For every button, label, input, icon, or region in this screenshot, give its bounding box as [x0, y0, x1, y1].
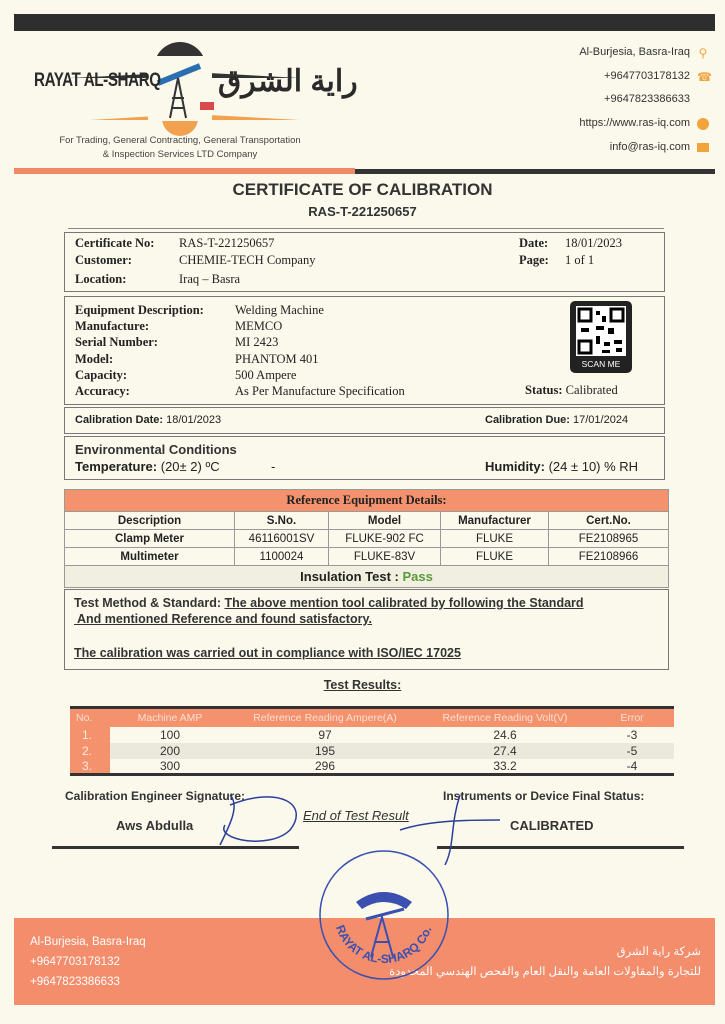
- globe-icon: [697, 118, 709, 130]
- cell: Multimeter: [65, 548, 235, 566]
- cell: 24.6: [493, 727, 517, 742]
- test-method-label: Test Method & Standard:: [74, 596, 225, 610]
- cell: 46116001SV: [235, 530, 329, 548]
- location-pin-icon: ⚲: [698, 46, 708, 60]
- column-header: Machine AMP: [110, 708, 230, 727]
- divider-orange: [14, 168, 355, 174]
- column-header: Cert.No.: [549, 512, 669, 530]
- insulation-test-label: Insulation Test :: [300, 569, 403, 584]
- qr-code-icon: [576, 306, 626, 356]
- certificate-info-box: [64, 232, 665, 292]
- field-value: PHANTOM 401: [235, 351, 319, 366]
- column-header: Description: [65, 512, 235, 530]
- title-rule: [68, 228, 664, 229]
- date-value: 18/01/2023: [565, 236, 622, 250]
- status-label: Status:: [525, 383, 563, 397]
- calibration-date-value: 18/01/2023: [166, 414, 222, 426]
- temperature-label: Temperature:: [75, 459, 158, 474]
- contact-website[interactable]: https://www.ras-iq.com: [579, 117, 690, 129]
- header-top-bar: [14, 14, 715, 31]
- temperature-value: (20± 2) ºC: [160, 459, 220, 474]
- column-header: S.No.: [235, 512, 329, 530]
- customer-value: CHEMIE-TECH Company: [179, 253, 316, 267]
- field-value: MI 2423: [235, 335, 279, 350]
- column-header: Reference Reading Volt(V): [420, 708, 590, 727]
- compliance-statement: The calibration was carried out in compliance with ISO/IEC 17025: [74, 646, 461, 660]
- location-value: Iraq – Basra: [179, 272, 241, 286]
- page-value: 1 of 1: [565, 253, 595, 267]
- reference-table-title: Reference Equipment Details:: [65, 490, 669, 512]
- equipment-box: [64, 296, 665, 405]
- cell: 1100024: [235, 548, 329, 566]
- cell: 27.4: [420, 743, 590, 759]
- location-label: Location:: [75, 272, 127, 286]
- field-label: Manufacture:: [75, 319, 150, 334]
- insulation-test-value: Pass: [402, 569, 433, 584]
- test-method-box: [64, 589, 669, 670]
- page-label: Page:: [519, 253, 549, 267]
- reference-equipment-table: [64, 489, 669, 588]
- cell: FLUKE-902 FC: [329, 530, 441, 548]
- date-label: Date:: [519, 236, 549, 250]
- contact-address: Al-Burjesia, Basra-Iraq: [579, 46, 690, 58]
- calibration-due-label: Calibration Due:: [485, 414, 570, 426]
- test-method-text: And mentioned Reference and found satisfactory.: [74, 612, 372, 626]
- humidity-label: Humidity:: [485, 459, 545, 474]
- column-header: Manufacturer: [441, 512, 549, 530]
- phone-icon: ☎: [697, 70, 712, 84]
- cell: 300: [159, 758, 181, 773]
- cell: 1.: [70, 727, 110, 743]
- table-row: [70, 743, 674, 759]
- field-label: Capacity:: [75, 367, 128, 382]
- end-of-test-result: End of Test Result: [303, 808, 409, 823]
- table-row: [70, 727, 674, 743]
- cell: 3.: [70, 759, 110, 775]
- humidity-value: (24 ± 10) % RH: [548, 459, 639, 474]
- cell: FLUKE: [441, 530, 549, 548]
- svg-text:RAYAT AL-SHARQ Co.: [333, 923, 434, 966]
- separator-dash: -: [271, 459, 276, 474]
- final-status-value: CALIBRATED: [510, 818, 594, 833]
- column-header: Error: [590, 708, 674, 727]
- tagline-line: & Inspection Services LTD Company: [102, 149, 258, 160]
- field-label: Accuracy:: [75, 384, 130, 399]
- column-header: Model: [329, 512, 441, 530]
- engineer-name: Aws Abdulla: [116, 818, 194, 833]
- stamp-text: RAYAT AL-SHARQ Co.: [333, 923, 435, 967]
- mail-icon: [697, 143, 709, 152]
- company-stamp: [316, 847, 452, 983]
- cell: 97: [318, 727, 332, 742]
- qr-code[interactable]: [570, 301, 632, 373]
- cell: -4: [626, 758, 638, 773]
- contact-phone: +9647703178132: [604, 70, 690, 82]
- footer-contact: [30, 932, 146, 992]
- footer-address: Al-Burjesia, Basra-Iraq: [30, 936, 146, 948]
- cell: FLUKE-83V: [329, 548, 441, 566]
- calibration-date-label: Calibration Date:: [75, 414, 164, 426]
- table-row: [70, 759, 674, 775]
- field-label: Serial Number:: [75, 335, 158, 350]
- footer-phone: +9647703178132: [30, 956, 120, 968]
- footer-arabic-tagline: للتجارة والمقاولات العامة والنقل العام والفحص الهندسي المحدودة: [389, 966, 701, 978]
- cell: 200: [110, 743, 230, 759]
- table-row: [65, 548, 669, 566]
- environment-title: Environmental Conditions: [75, 442, 237, 457]
- cell: FLUKE: [441, 548, 549, 566]
- field-value: As Per Manufacture Specification: [235, 384, 405, 399]
- certificate-title: CERTIFICATE OF CALIBRATION: [232, 180, 493, 199]
- test-results-title: Test Results:: [323, 678, 402, 692]
- insulation-test-row: [65, 566, 669, 588]
- field-label: Equipment Description:: [75, 303, 204, 317]
- field-value: 500 Ampere: [235, 367, 297, 382]
- cell: FE2108966: [549, 548, 669, 566]
- scan-me-label: SCAN ME: [581, 359, 621, 369]
- field-value: Welding Machine: [235, 303, 324, 317]
- status-value: Calibrated: [565, 383, 618, 397]
- calibration-dates-box: [64, 407, 665, 434]
- engineer-signature-label: Calibration Engineer Signature:: [65, 789, 246, 803]
- cell: 296: [314, 758, 336, 773]
- footer-phone: +9647823386633: [30, 976, 120, 988]
- cell: -3: [626, 727, 638, 742]
- certificate-number: RAS-T-221250657: [308, 204, 417, 219]
- cell: 2.: [70, 743, 110, 759]
- table-row: [65, 530, 669, 548]
- contact-phone: +9647823386633: [604, 93, 690, 105]
- field-value: MEMCO: [235, 319, 283, 334]
- contact-email[interactable]: info@ras-iq.com: [609, 141, 690, 153]
- customer-label: Customer:: [75, 253, 132, 267]
- brand-name: RAYAT AL-SHARQ: [34, 70, 161, 91]
- cell: 195: [230, 743, 420, 759]
- cert-no-value: RAS-T-221250657: [179, 236, 275, 250]
- cell: 33.2: [493, 758, 517, 773]
- divider-dark: [355, 169, 715, 174]
- cell: FE2108965: [549, 530, 669, 548]
- footer-arabic-name: شركة راية الشرق: [616, 946, 701, 958]
- cell: 100: [159, 727, 181, 742]
- test-method-text: The above mention tool calibrated by following the Standard: [224, 596, 584, 610]
- brand-name-arabic: راية الشرق: [218, 65, 358, 98]
- final-status-label: Instruments or Device Final Status:: [443, 789, 645, 803]
- calibration-due-value: 17/01/2024: [573, 414, 629, 426]
- test-results-table: [70, 706, 674, 776]
- environment-box: [64, 436, 665, 480]
- column-header: Reference Reading Ampere(A): [230, 708, 420, 727]
- cell: -5: [590, 743, 674, 759]
- tagline-line: For Trading, General Contracting, General Transportation: [59, 135, 301, 146]
- field-label: Model:: [75, 351, 114, 366]
- cell: Clamp Meter: [65, 530, 235, 548]
- cert-no-label: Certificate No:: [75, 236, 155, 250]
- column-header: No.: [70, 708, 110, 727]
- company-tagline: [30, 134, 330, 162]
